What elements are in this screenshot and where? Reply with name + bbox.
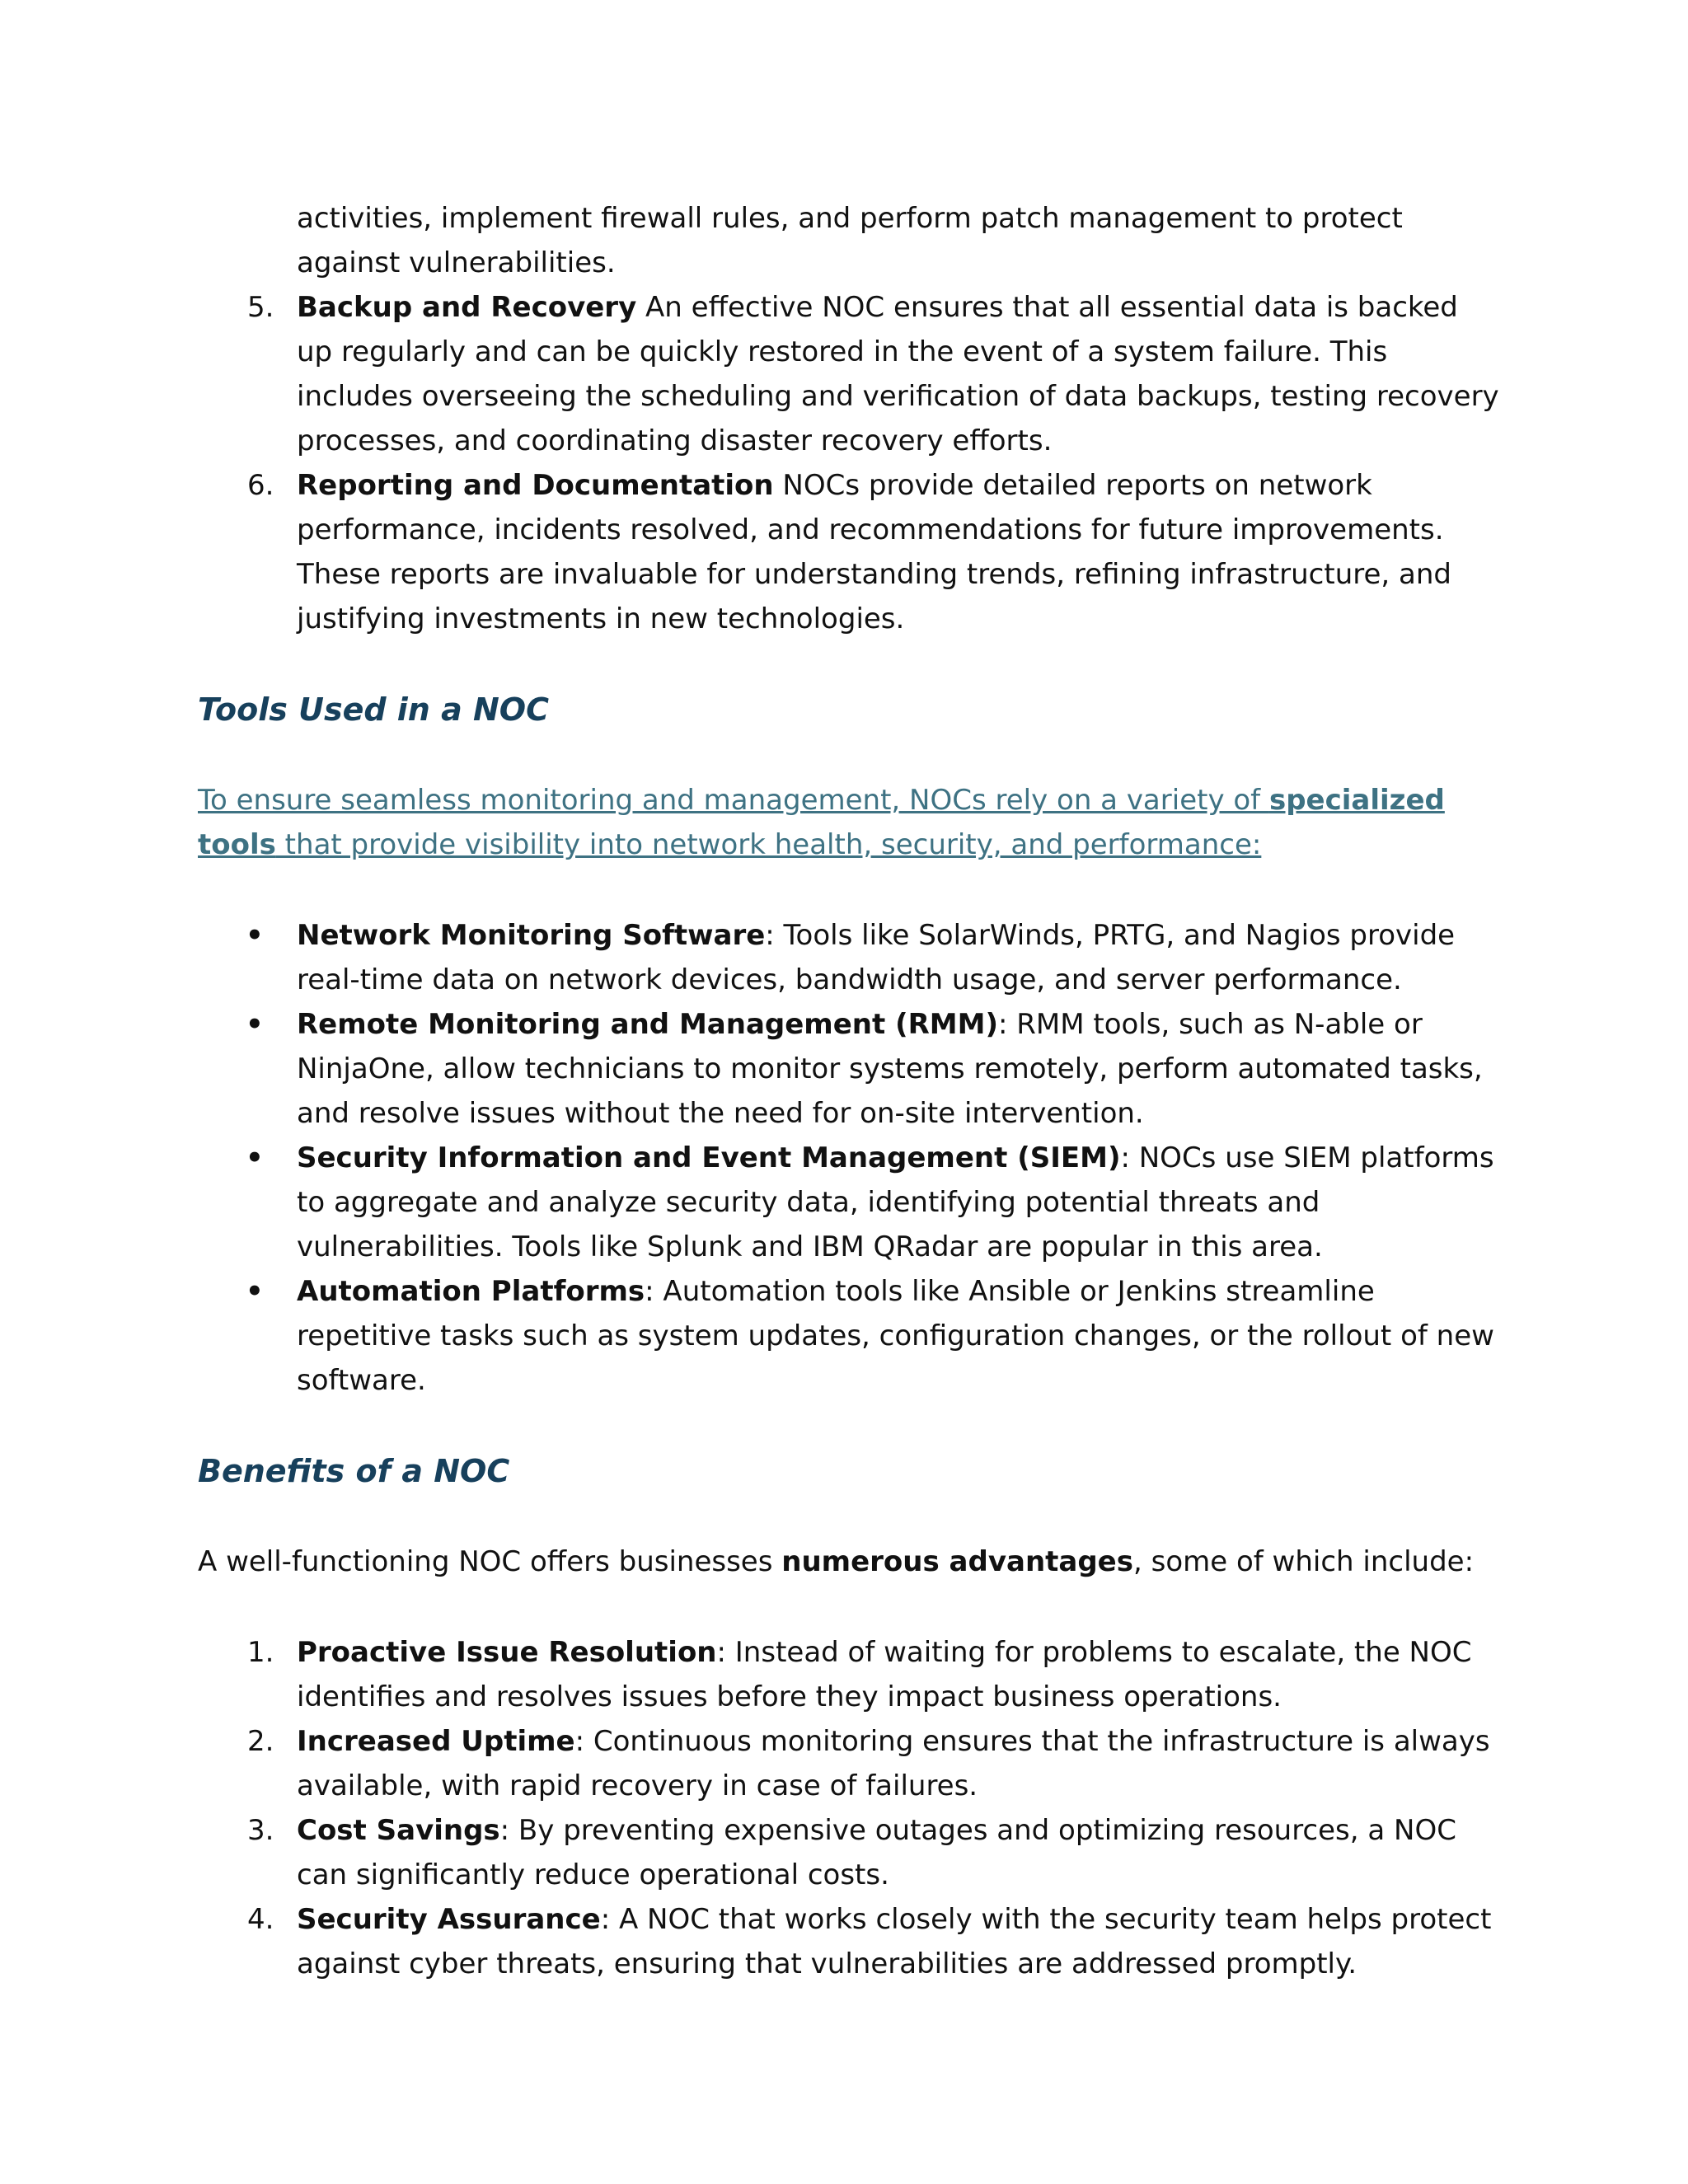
item-title: Backup and Recovery xyxy=(297,291,637,324)
intro-text-end: , some of which include: xyxy=(1132,1545,1475,1578)
item-text: : NOCs use SIEM platforms to aggregate and analyze security data, identifying potential threats and vulnerabilities. Tools like Splunk and IBM QRadar are popular in this area. xyxy=(297,1141,1494,1263)
item-text: NOCs provide detailed reports on network performance, incidents resolved, and recommendations for future improvements. These reports are invaluable for understanding trends, refining infrastructure, and justifying investments in new technologies. xyxy=(297,469,1451,635)
item-text: : Tools like SolarWinds, PRTG, and Nagios provide real-time data on network devices, bandwidth usage, and server performance. xyxy=(297,919,1456,996)
section-heading-tools: Tools Used in a NOC xyxy=(198,691,549,728)
item-title: Remote Monitoring and Management (RMM) xyxy=(297,1008,998,1041)
bullet-icon: • xyxy=(246,1141,264,1174)
list-item-reporting-documentation xyxy=(198,463,1500,641)
intro-text: To ensure seamless monitoring and management, NOCs rely on a variety of xyxy=(198,784,1269,817)
bullet-item-automation xyxy=(198,1269,1500,1403)
benefits-intro xyxy=(198,1540,1500,1584)
bullet-item-network-monitoring xyxy=(198,913,1500,1002)
intro-bold: specialized tools xyxy=(198,784,1445,861)
item-text: : Instead of waiting for problems to escalate, the NOC identifies and resolves issues before they impact business operations. xyxy=(297,1636,1472,1713)
bullet-icon: • xyxy=(246,1275,264,1308)
list-item-security-assurance xyxy=(198,1897,1500,1986)
item-title: Cost Savings xyxy=(297,1814,500,1847)
intro-text: A well-functioning NOC offers businesses xyxy=(198,1545,782,1578)
bullet-icon: • xyxy=(246,919,264,952)
list-item-continuation xyxy=(198,196,1500,285)
item-title: Security Assurance xyxy=(297,1903,601,1936)
list-item-cost-savings xyxy=(198,1808,1500,1897)
intro-bold: numerous advantages xyxy=(781,1545,1133,1578)
tools-intro-link[interactable] xyxy=(198,778,1500,867)
bullet-item-rmm xyxy=(198,1002,1500,1136)
list-number: 5. xyxy=(247,291,274,324)
item-title: Reporting and Documentation xyxy=(297,469,774,502)
item-title: Security Information and Event Management (SIEM) xyxy=(297,1141,1121,1174)
item-text: : A NOC that works closely with the security team helps protect against cyber threats, ensuring that vulnerabilities are addressed promptly. xyxy=(297,1903,1492,1980)
list-number: 6. xyxy=(247,469,274,502)
item-text: : By preventing expensive outages and optimizing resources, a NOC can significantly reduce operational costs. xyxy=(297,1814,1456,1891)
item-text: An effective NOC ensures that all essential data is backed up regularly and can be quickly restored in the event of a system failure. This includes overseeing the scheduling and verification of data backups, testing recovery processes, and coordinating disaster recovery efforts. xyxy=(297,291,1499,457)
list-number: 4. xyxy=(247,1903,274,1936)
item-title: Automation Platforms xyxy=(297,1275,645,1308)
list-number: 1. xyxy=(247,1636,274,1669)
item-title: Proactive Issue Resolution xyxy=(297,1636,717,1669)
list-item-uptime xyxy=(198,1719,1500,1808)
continuation-text: activities, implement firewall rules, and perform patch management to protect against vulnerabilities. xyxy=(297,202,1403,279)
item-text: : Automation tools like Ansible or Jenkins streamline repetitive tasks such as system updates, configuration changes, or the rollout of new software. xyxy=(297,1275,1494,1397)
item-text: : RMM tools, such as N-able or NinjaOne, allow technicians to monitor systems remotely, perform automated tasks, and resolve issues without the need for on-site intervention. xyxy=(297,1008,1483,1130)
section-heading-benefits: Benefits of a NOC xyxy=(198,1453,510,1489)
item-text: : Continuous monitoring ensures that the infrastructure is always available, with rapid recovery in case of failures. xyxy=(297,1725,1490,1802)
list-item-backup-recovery xyxy=(198,285,1500,463)
intro-text-end: that provide visibility into network health, security, and performance: xyxy=(275,828,1262,861)
bullet-icon: • xyxy=(246,1008,264,1041)
bullet-item-siem xyxy=(198,1136,1500,1269)
item-title: Increased Uptime xyxy=(297,1725,575,1758)
list-number: 3. xyxy=(247,1814,274,1847)
document-page xyxy=(198,196,1500,1986)
item-title: Network Monitoring Software xyxy=(297,919,766,952)
list-item-proactive xyxy=(198,1630,1500,1719)
list-number: 2. xyxy=(247,1725,274,1758)
